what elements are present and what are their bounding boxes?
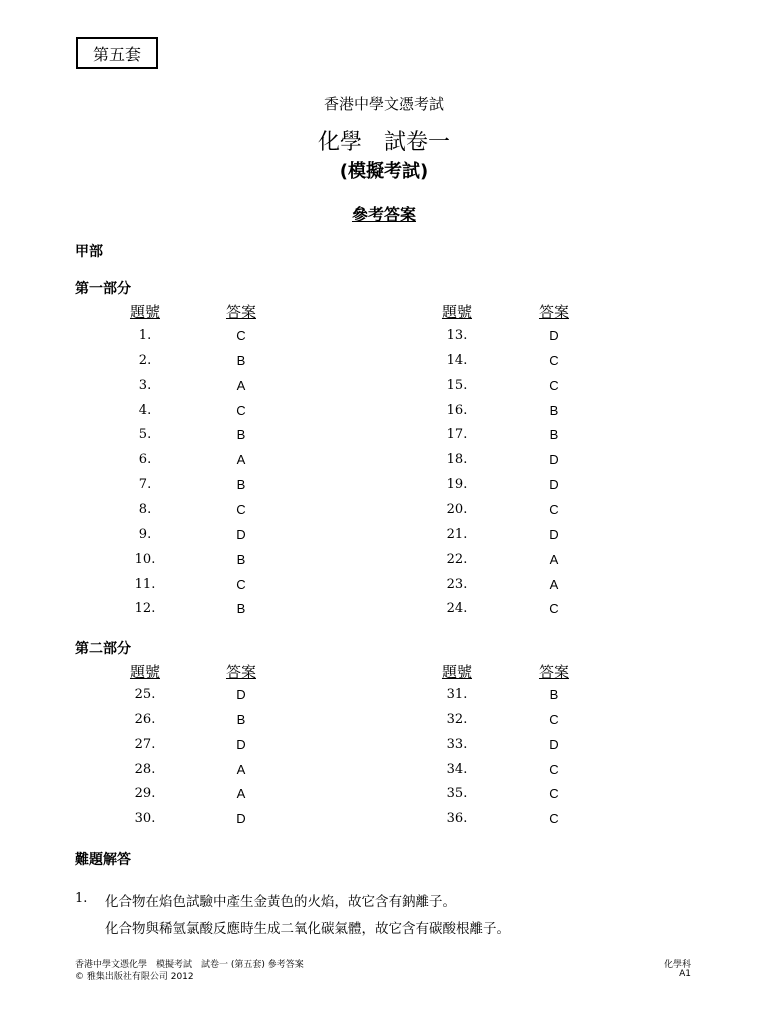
question-number: 1. xyxy=(138,328,152,343)
footer-left-line1: 香港中學文憑化學 模擬考試 試卷一 (第五套) 參考答案 xyxy=(75,960,304,970)
answer: A xyxy=(236,786,246,801)
answer: C xyxy=(549,811,559,826)
answer: B xyxy=(236,712,246,727)
answer: A xyxy=(549,552,559,567)
question-number: 21. xyxy=(446,527,468,542)
exam-name: 香港中學文憑考試 xyxy=(323,95,444,113)
answer: C xyxy=(549,786,559,801)
subject-title: 化學 試卷一 xyxy=(317,130,450,155)
question-number: 30. xyxy=(134,811,156,826)
question-number: 6. xyxy=(138,452,152,467)
footer-right-line2: A1 xyxy=(679,969,691,979)
difficult-item-line: 化合物與稀氫氯酸反應時生成二氧化碳氣體，故它含有碳酸根離子。 xyxy=(105,921,510,937)
answer: C xyxy=(549,378,559,393)
question-number: 11. xyxy=(134,577,156,592)
question-number: 10. xyxy=(134,552,156,567)
reference-label: 參考答案 xyxy=(351,205,416,224)
footer-right-line1: 化學科 xyxy=(663,960,691,970)
answer: B xyxy=(236,427,246,442)
question-number: 22. xyxy=(446,552,468,567)
answer: C xyxy=(236,502,246,517)
question-number: 25. xyxy=(134,687,156,702)
header-answer-right: 答案 xyxy=(538,303,569,321)
question-number: 19. xyxy=(446,477,468,492)
answer: D xyxy=(549,452,559,467)
answer: D xyxy=(236,737,246,752)
answer: C xyxy=(236,403,246,418)
answer: B xyxy=(549,687,559,702)
question-number: 35. xyxy=(446,786,468,801)
answer: C xyxy=(549,762,559,777)
question-number: 23. xyxy=(446,577,468,592)
answer: A xyxy=(236,762,246,777)
answer: D xyxy=(549,328,559,343)
question-number: 8. xyxy=(138,502,152,517)
question-number: 14. xyxy=(446,353,468,368)
question-number: 31. xyxy=(446,687,468,702)
header-question-left: 題號 xyxy=(129,663,160,681)
question-number: 36. xyxy=(446,811,468,826)
difficult-item-number: 1. xyxy=(75,891,88,906)
difficult-item-line: 化合物在焰色試驗中產生金黃色的火焰，故它含有鈉離子。 xyxy=(105,894,456,910)
set-label-box xyxy=(76,37,158,69)
header-question-right: 題號 xyxy=(441,663,472,681)
question-number: 5. xyxy=(138,427,152,442)
question-number: 26. xyxy=(134,712,156,727)
question-number: 18. xyxy=(446,452,468,467)
answer: C xyxy=(549,502,559,517)
answer: D xyxy=(549,527,559,542)
mock-label: (模擬考試) xyxy=(339,161,429,182)
answer: B xyxy=(236,353,246,368)
answer: D xyxy=(549,737,559,752)
answer: B xyxy=(236,552,246,567)
question-number: 2. xyxy=(138,353,152,368)
answer: C xyxy=(549,712,559,727)
question-number: 34. xyxy=(446,762,468,777)
answer: C xyxy=(549,601,559,616)
answer: B xyxy=(549,403,559,418)
answer: B xyxy=(236,477,246,492)
part-1-title: 第一部分 xyxy=(75,281,131,297)
answer: D xyxy=(236,811,246,826)
answer: B xyxy=(236,601,246,616)
header-answer-left: 答案 xyxy=(225,303,256,321)
question-number: 13. xyxy=(446,328,468,343)
difficult-title: 難題解答 xyxy=(75,852,131,868)
section-a-heading: 甲部 xyxy=(75,244,103,260)
answer: D xyxy=(236,527,246,542)
header-answer-left: 答案 xyxy=(225,663,256,681)
answer: C xyxy=(236,577,246,592)
answer: D xyxy=(549,477,559,492)
answer: A xyxy=(236,378,246,393)
question-number: 28. xyxy=(134,762,156,777)
header-question-left: 題號 xyxy=(129,303,160,321)
question-number: 3. xyxy=(138,378,152,393)
answer: B xyxy=(549,427,559,442)
answer: D xyxy=(236,687,246,702)
question-number: 16. xyxy=(446,403,468,418)
question-number: 15. xyxy=(446,378,468,393)
header-question-right: 題號 xyxy=(441,303,472,321)
question-number: 32. xyxy=(446,712,468,727)
answer: A xyxy=(549,577,559,592)
answer: C xyxy=(236,328,246,343)
answer: A xyxy=(236,452,246,467)
header-answer-right: 答案 xyxy=(538,663,569,681)
question-number: 7. xyxy=(138,477,152,492)
question-number: 9. xyxy=(138,527,152,542)
set-label: 第五套 xyxy=(92,44,141,64)
part-2-title: 第二部分 xyxy=(75,641,131,657)
question-number: 20. xyxy=(446,502,468,517)
question-number: 17. xyxy=(446,427,468,442)
question-number: 29. xyxy=(134,786,156,801)
answer: C xyxy=(549,353,559,368)
question-number: 33. xyxy=(446,737,468,752)
question-number: 27. xyxy=(134,737,156,752)
question-number: 4. xyxy=(138,403,152,418)
footer-left-line2: © 雅集出版社有限公司 2012 xyxy=(75,972,194,982)
question-number: 12. xyxy=(134,601,156,616)
question-number: 24. xyxy=(446,601,468,616)
